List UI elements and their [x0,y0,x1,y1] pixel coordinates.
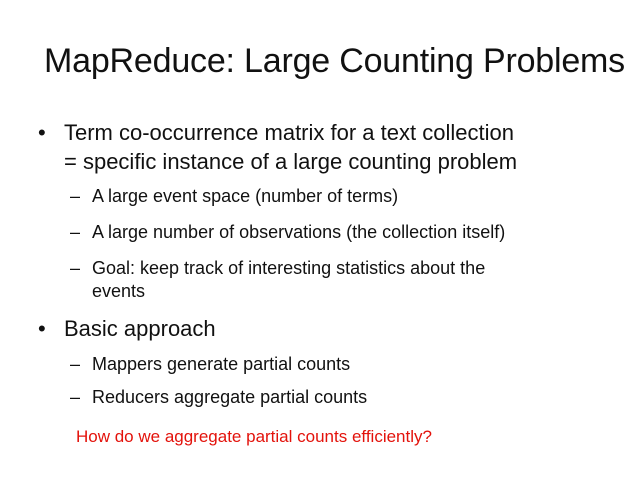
sub-bullet-reducers [70,385,610,409]
sub-bullet-text-line2: events [92,281,146,301]
bullet-text: Basic approach [64,316,216,341]
sub-bullet-text: Mappers generate partial counts [92,354,351,374]
sub-bullet-marker: – [70,222,81,242]
sub-bullet-observations [70,220,610,244]
slide-title: MapReduce: Large Counting Problems [44,42,625,80]
sub-bullet-marker: – [70,387,81,407]
sub-bullet-text: A large number of observations (the collection itself) [92,222,506,242]
sub-bullet-text: A large event space (number of terms) [92,186,399,206]
bullet-text-line2: = specific instance of a large counting problem [64,149,518,174]
bullet-marker: • [38,316,46,341]
sub-bullet-text-line1: Goal: keep track of interesting statistics about the [92,258,486,278]
bullet-marker: • [38,120,46,145]
sub-bullet-marker: – [70,258,81,278]
sub-bullet-marker: – [70,354,81,374]
bullet-text-line1: Term co-occurrence matrix for a text collection [64,120,514,145]
sub-bullet-marker: – [70,186,81,206]
bullet-term-cooccurrence [38,118,608,178]
sub-bullet-mappers [70,352,610,376]
bullet-basic-approach [38,314,608,344]
sub-bullet-goal [70,256,610,304]
sub-bullet-text: Reducers aggregate partial counts [92,387,368,407]
sub-bullet-event-space [70,184,610,208]
callout-question: How do we aggregate partial counts efficiently? [76,427,432,446]
